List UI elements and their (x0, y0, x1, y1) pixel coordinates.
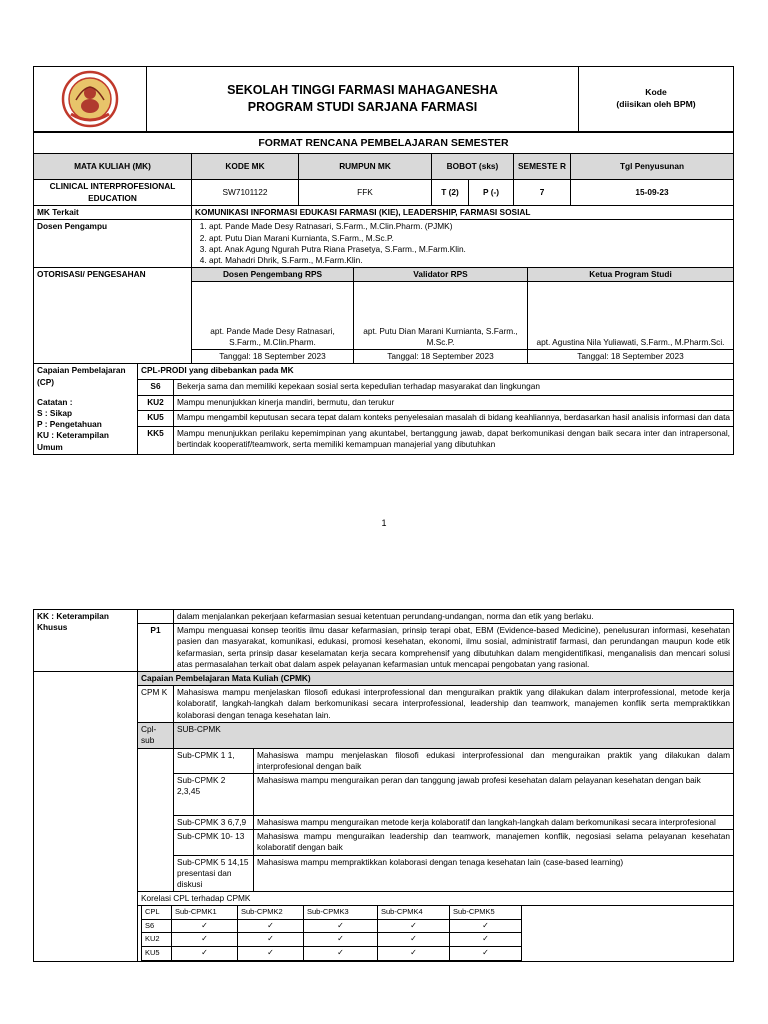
korelasi-check: ✓ (172, 933, 238, 947)
cpl-code: S6 (138, 380, 174, 396)
korelasi-table (141, 906, 522, 961)
cpl-text: Bekerja sama dan memiliki kepekaan sosial serta kepedulian terhadap masyarakat dan lingkungan (174, 380, 734, 396)
cpl-text: Mampu menunjukkan perilaku kepemimpinan yang akuntabel, bertanggung jawab, dapat berkomunikasi dengan baik secara inter dan intrapersonal, bertindak kooperatif/teamwork, serta memiliki kemampuan manajerial yang dibutuhkan (174, 426, 734, 454)
cpl-code: KK5 (138, 426, 174, 454)
signatory-name: apt. Putu Dian Marani Kurnianta, S.Farm., M.Sc.P. (354, 282, 528, 350)
korelasi-col-header: Sub-CPMK1 (172, 906, 238, 919)
korelasi-check: ✓ (172, 947, 238, 961)
kode-cell (579, 67, 734, 132)
catatan-label: Catatan : (37, 396, 73, 407)
korelasi-check: ✓ (304, 933, 378, 947)
subcpmk-code: Sub-CPMK 2 2,3,45 (174, 774, 254, 816)
logo-cell (34, 67, 147, 132)
subcpmk-header: SUB-CPMK (174, 722, 734, 748)
tgl-value: 15-09-23 (571, 180, 734, 206)
cpl-continued-table (33, 609, 734, 672)
subcpmk-code: Sub-CPMK 5 14,15 presentasi dan diskusi (174, 855, 254, 892)
signatory-date: Tanggal: 18 September 2023 (192, 350, 354, 364)
institution-title-cell (147, 67, 579, 132)
header-table (33, 66, 734, 132)
korelasi-col-header: CPL (142, 906, 172, 919)
korelasi-check: ✓ (238, 933, 304, 947)
blank-left-cell (34, 672, 138, 961)
otorisasi-col-title: Dosen Pengembang RPS (192, 268, 354, 282)
dosen-item: 1. apt. Pande Made Desy Ratnasari, S.Farm., M.Clin.Pharm. (PJMK) (209, 221, 730, 232)
korelasi-check: ✓ (378, 947, 450, 961)
korelasi-cpl: KU2 (142, 933, 172, 947)
subcpmk-text: Mahasiswa mampu menguraikan metode kerja kolaboratif dan langkah-langkah dalam berkomunikasi secara interprofesional (254, 816, 734, 830)
col-header-bobot: BOBOT (sks) (432, 154, 514, 180)
cpmk-table (33, 672, 734, 962)
subcpmk-code: Sub-CPMK 1 1, (174, 748, 254, 773)
cp-label: Capaian Pembelajaran (CP) (37, 365, 126, 387)
cpl-text: Mampu mengambil keputusan secara tepat dalam konteks penyelesaian masalah di bidang keahliannya, berdasarkan hasil analisis informasi dan data (174, 411, 734, 427)
korelasi-col-header: Sub-CPMK3 (304, 906, 378, 919)
rps-page-2 (33, 609, 733, 962)
korelasi-col-header: Sub-CPMK2 (238, 906, 304, 919)
bobot-t: T (2) (432, 180, 469, 206)
signatory-name: apt. Agustina Nila Yuliawati, S.Farm., M.Pharm.Sci. (528, 282, 734, 350)
otorisasi-col-title: Validator RPS (354, 268, 528, 282)
otorisasi-col-title: Ketua Program Studi (528, 268, 734, 282)
course-code: SW7101122 (192, 180, 299, 206)
course-name: CLINICAL INTERPROFESIONAL EDUCATION (34, 180, 192, 206)
korelasi-check: ✓ (450, 919, 522, 933)
cpl-text: Mampu menguasai konsep teoritis ilmu dasar kefarmasian, prinsip terapi obat, EBM (Evidence-based Medicine), penelusuran informasi, kesehatan pasien dan masyarakat, komunikasi, edukasi, promosi kesehatan, ekonomi, ilmu sosial, administratif farmasi, dan perundangan maupun kode etik kefarmasian, serta prinsip dasar keselamatan kerja secara komprehensif yang dibutuhkan dalam mengidentifikasi, menganalisis dan mencari solusi atas permasalahan terkait obat dalam aspek pelayanan kefarmasian untuk mencapai pengobatan yang rasional. (174, 624, 734, 672)
korelasi-cpl: KU5 (142, 947, 172, 961)
cpmk-text: Mahasiswa mampu menjelaskan filosofi edukasi interprofessional dan menguraikan praktik yang dilakukan dalam interprofessional, metode kerja kolaboratif, langkah-langkah dalam berkomunikasi secara interprofessional, leadership dan teamwork, manajemen konflik serta mempraktikkan kolaborasi dengan tenaga kesehatan lain. (174, 686, 734, 723)
korelasi-check: ✓ (238, 947, 304, 961)
kode-label: Kode (645, 87, 667, 98)
course-rumpun: FFK (299, 180, 432, 206)
korelasi-check: ✓ (450, 947, 522, 961)
catatan-p: P : Pengetahuan (37, 419, 102, 430)
cpl-code: KU2 (138, 395, 174, 411)
otorisasi-label: OTORISASI/ PENGESAHAN (34, 268, 192, 364)
korelasi-check: ✓ (450, 933, 522, 947)
korelasi-check: ✓ (304, 947, 378, 961)
mk-terkait-value: KOMUNIKASI INFORMASI EDUKASI FARMASI (KIE), LEADERSHIP, FARMASI SOSIAL (192, 206, 734, 220)
col-header-mk: MATA KULIAH (MK) (34, 154, 192, 180)
cpmk-header: Capaian Pembelajaran Mata Kuliah (CPMK) (138, 672, 734, 686)
dosen-list (195, 221, 730, 266)
korelasi-cpl: S6 (142, 919, 172, 933)
korelasi-label: Korelasi CPL terhadap CPMK (138, 892, 734, 906)
cpl-text: Mampu menunjukkan kinerja mandiri, bermutu, dan terukur (174, 395, 734, 411)
signatory-date: Tanggal: 18 September 2023 (354, 350, 528, 364)
cpl-prodi-header: CPL-PRODI yang dibebankan pada MK (138, 364, 734, 379)
dosen-list-cell (192, 220, 734, 268)
institution-logo (61, 70, 119, 128)
col-header-tgl: Tgl Penyusunan (571, 154, 734, 180)
col-header-semester: SEMESTE R (514, 154, 571, 180)
dosen-item: 3. apt. Anak Agung Ngurah Putra Riana Prasetya, S.Farm., M.Farm.Klin. (209, 244, 730, 255)
rps-page-1 (33, 66, 733, 455)
bobot-p: P (-) (469, 180, 514, 206)
korelasi-check: ✓ (378, 919, 450, 933)
cp-table (33, 364, 734, 454)
subcpmk-blank-cell (138, 748, 174, 892)
korelasi-check: ✓ (172, 919, 238, 933)
dosen-item: 4. apt. Mahadri Dhrik, S.Farm., M.Farm.Klin. (209, 255, 730, 266)
korelasi-col-header: Sub-CPMK5 (450, 906, 522, 919)
page-number: 1 (381, 518, 387, 528)
korelasi-col-header: Sub-CPMK4 (378, 906, 450, 919)
form-title: FORMAT RENCANA PEMBELAJARAN SEMESTER (34, 133, 734, 154)
dosen-label: Dosen Pengampu (34, 220, 192, 268)
subcpmk-text: Mahasiswa mampu mempraktikkan kolaborasi dengan tenaga kesehatan lain (case-based learning) (254, 855, 734, 892)
catatan-ku: KU : Keterampilan Umum (37, 430, 109, 452)
subcpmk-code: Sub-CPMK 10- 13 (174, 830, 254, 855)
signatory-date: Tanggal: 18 September 2023 (528, 350, 734, 364)
kode-note: (diisikan oleh BPM) (616, 99, 696, 109)
dosen-item: 2. apt. Putu Dian Marani Kurnianta, S.Farm., M.Sc.P. (209, 233, 730, 244)
col-header-kode: KODE MK (192, 154, 299, 180)
program-name: PROGRAM STUDI SARJANA FARMASI (247, 100, 478, 114)
cont-code-cell (138, 610, 174, 624)
col-header-rumpun: RUMPUN MK (299, 154, 432, 180)
cpl-text-continued: dalam menjalankan pekerjaan kefarmasian sesuai ketentuan perundang-undangan, norma dan etik yang berlaku. (174, 610, 734, 624)
institution-name: SEKOLAH TINGGI FARMASI MAHAGANESHA (227, 82, 498, 97)
subcpmk-code: Sub-CPMK 3 6,7,9 (174, 816, 254, 830)
korelasi-container (138, 906, 734, 962)
mk-terkait-label: MK Terkait (34, 206, 192, 220)
kk-label: KK : Keterampilan Khusus (34, 610, 138, 672)
korelasi-check: ✓ (378, 933, 450, 947)
cpl-code: P1 (138, 624, 174, 672)
cp-label-cell (34, 364, 138, 454)
signatory-name: apt. Pande Made Desy Ratnasari, S.Farm., M.Clin.Pharm. (192, 282, 354, 350)
semester-value: 7 (514, 180, 571, 206)
cplsub-code: Cpl- sub (138, 722, 174, 748)
subcpmk-text: Mahasiswa mampu menguraikan leadership dan teamwork, manajemen konflik, negosiasi selama pelayanan kesehatan kolaboratif dengan baik (254, 830, 734, 855)
korelasi-check: ✓ (238, 919, 304, 933)
subcpmk-text: Mahasiswa mampu menguraikan peran dan tanggung jawab profesi kesehatan dalam pelayanan kesehatan dengan baik (254, 774, 734, 816)
cpl-code: KU5 (138, 411, 174, 427)
subcpmk-text: Mahasiswa mampu menjelaskan filosofi edukasi interprofessional dan menguraikan praktik yang dilakukan dalam interprofesional dengan baik (254, 748, 734, 773)
cpmk-code: CPM K (138, 686, 174, 723)
course-table (33, 132, 734, 268)
otorisasi-table (33, 268, 734, 364)
korelasi-check: ✓ (304, 919, 378, 933)
catatan-s: S : Sikap (37, 408, 73, 419)
